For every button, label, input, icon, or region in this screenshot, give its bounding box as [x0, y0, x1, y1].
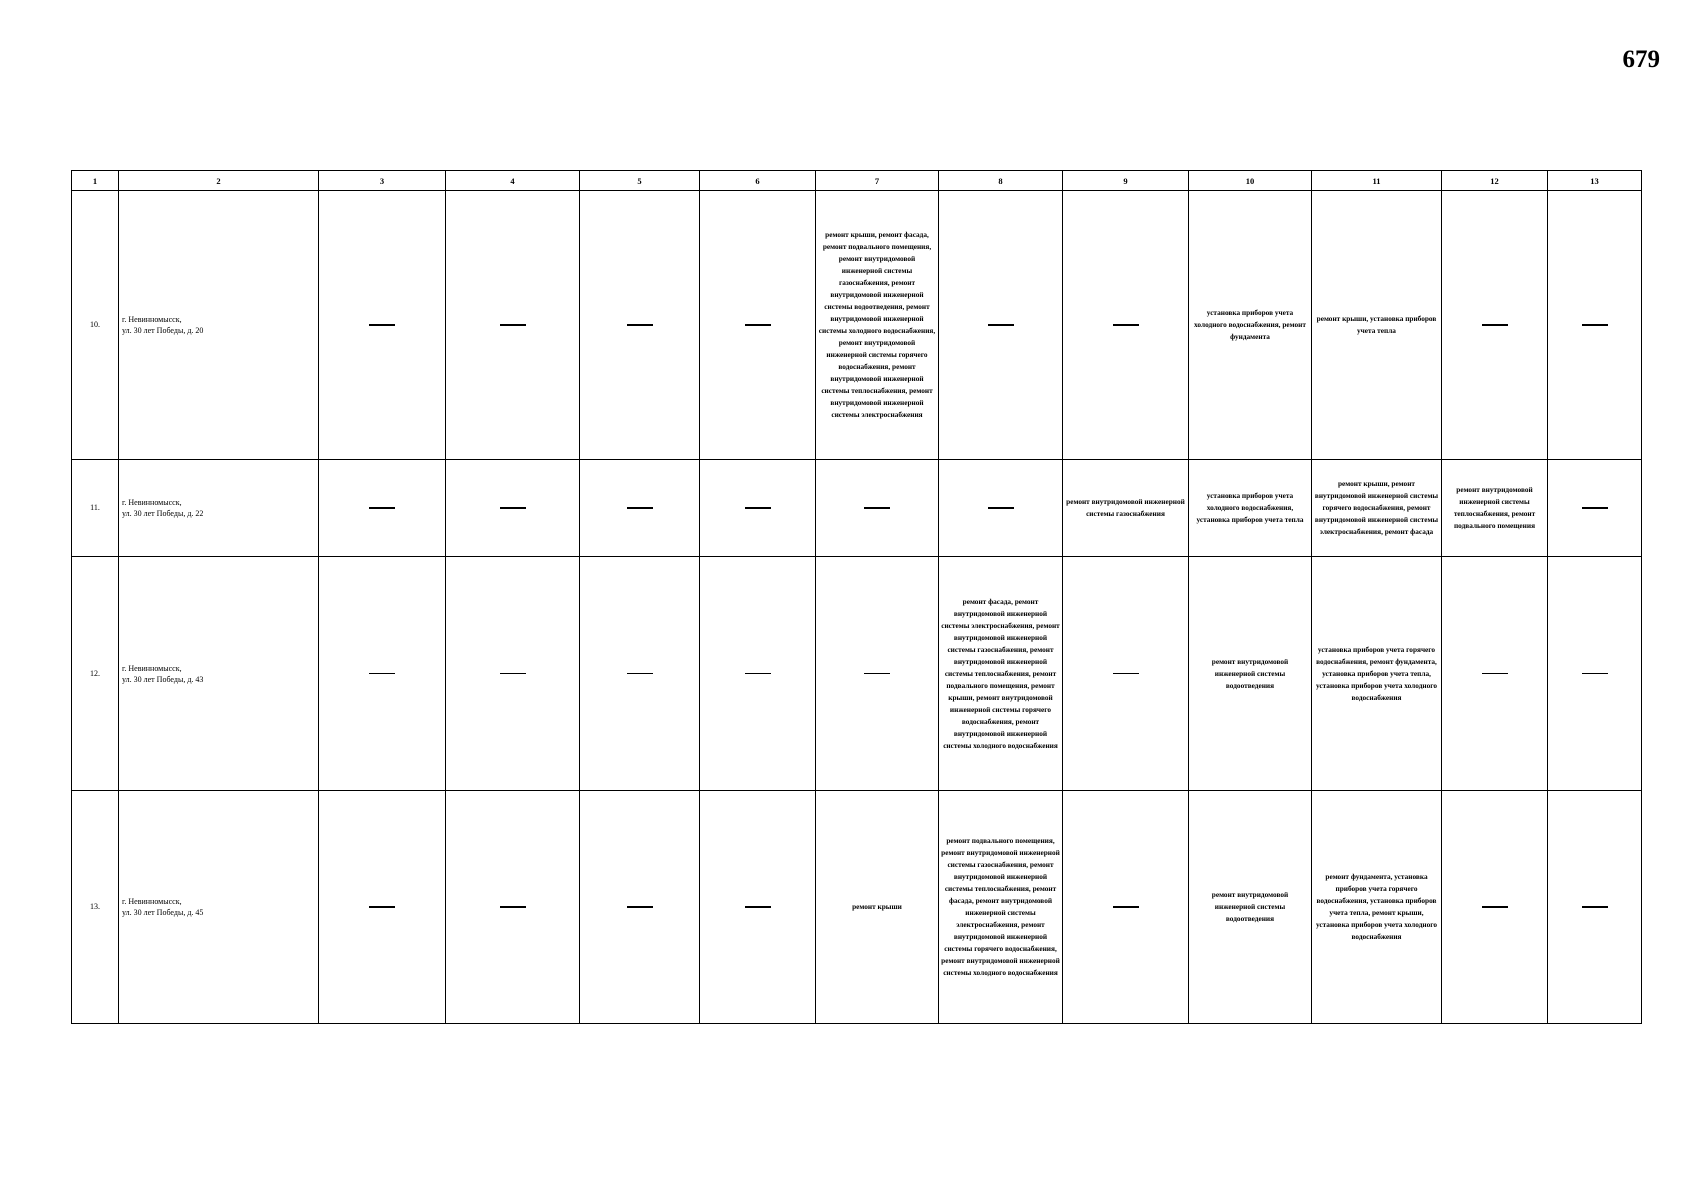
column-header: 5: [580, 171, 700, 191]
empty-cell: [816, 557, 939, 791]
empty-cell: [580, 557, 700, 791]
dash-mark: [369, 906, 395, 908]
empty-cell: [939, 460, 1063, 557]
empty-cell: [319, 557, 446, 791]
dash-mark: [745, 507, 771, 509]
table-row: [72, 791, 1642, 1024]
empty-cell: [319, 191, 446, 460]
address-cell: [119, 791, 319, 1024]
address-city: г. Невинномысск,: [122, 897, 182, 906]
empty-cell: [446, 557, 580, 791]
dash-mark: [1582, 906, 1608, 908]
empty-cell: [700, 191, 816, 460]
dash-mark: [864, 673, 890, 675]
dash-mark: [1113, 673, 1139, 675]
empty-cell: [700, 460, 816, 557]
empty-cell: [580, 191, 700, 460]
column-header: 2: [119, 171, 319, 191]
work-cell: ремонт подвального помещения, ремонт внутридомовой инженерной системы газоснабжения, ремонт внутридомовой инженерной системы теплоснабжения, ремонт фасада, ремонт внутридомовой инженерной системы электроснабжения, ремонт внутридомовой инженерной системы горячего водоснабжения, ремонт внутридомовой инженерной системы холодного водоснабжения: [939, 791, 1063, 1024]
column-header: 1: [72, 171, 119, 191]
dash-mark: [500, 507, 526, 509]
empty-cell: [1063, 557, 1189, 791]
address-cell: [119, 191, 319, 460]
page-number: 679: [1622, 46, 1660, 73]
dash-mark: [627, 673, 653, 675]
empty-cell: [446, 191, 580, 460]
dash-mark: [1113, 906, 1139, 908]
work-cell: ремонт фасада, ремонт внутридомовой инженерной системы электроснабжения, ремонт внутридомовой инженерной системы газоснабжения, ремонт внутридомовой инженерной системы теплоснабжения, ремонт подвального помещения, ремонт крыши, ремонт внутридомовой инженерной системы горячего водоснабжения, ремонт внутридомовой инженерной системы холодного водоснабжения: [939, 557, 1063, 791]
row-number: 10.: [72, 191, 119, 460]
dash-mark: [745, 906, 771, 908]
dash-mark: [627, 507, 653, 509]
work-cell: ремонт внутридомовой инженерной системы водоотведения: [1189, 557, 1312, 791]
empty-cell: [446, 791, 580, 1024]
work-cell: ремонт фундамента, установка приборов учета горячего водоснабжения, установка приборов учета тепла, ремонт крыши, установка приборов учета холодного водоснабжения: [1312, 791, 1442, 1024]
column-header: 9: [1063, 171, 1189, 191]
dash-mark: [627, 906, 653, 908]
empty-cell: [1442, 557, 1548, 791]
row-number: 11.: [72, 460, 119, 557]
table-row: [72, 460, 1642, 557]
address-cell: [119, 557, 319, 791]
column-header: 7: [816, 171, 939, 191]
empty-cell: [1442, 191, 1548, 460]
work-cell: ремонт внутридомовой инженерной системы теплоснабжения, ремонт подвального помещения: [1442, 460, 1548, 557]
address-street: ул. 30 лет Победы, д. 22: [122, 509, 204, 518]
column-header: 12: [1442, 171, 1548, 191]
column-number-header: [72, 171, 1642, 191]
column-header: 8: [939, 171, 1063, 191]
dash-mark: [1482, 673, 1508, 675]
empty-cell: [1548, 191, 1642, 460]
dash-mark: [500, 324, 526, 326]
dash-mark: [1582, 673, 1608, 675]
work-cell: ремонт крыши, установка приборов учета тепла: [1312, 191, 1442, 460]
work-cell: ремонт внутридомовой инженерной системы газоснабжения: [1063, 460, 1189, 557]
dash-mark: [627, 324, 653, 326]
table-row: [72, 557, 1642, 791]
empty-cell: [1548, 460, 1642, 557]
dash-mark: [988, 324, 1014, 326]
empty-cell: [1442, 791, 1548, 1024]
empty-cell: [580, 791, 700, 1024]
column-header: 10: [1189, 171, 1312, 191]
address-street: ул. 30 лет Победы, д. 43: [122, 674, 204, 684]
empty-cell: [446, 460, 580, 557]
dash-mark: [745, 324, 771, 326]
empty-cell: [939, 191, 1063, 460]
address-street: ул. 30 лет Победы, д. 45: [122, 908, 204, 917]
column-header: 3: [319, 171, 446, 191]
work-cell: ремонт крыши: [816, 791, 939, 1024]
work-cell: ремонт крыши, ремонт фасада, ремонт подвального помещения, ремонт внутридомовой инженерной системы газоснабжения, ремонт внутридомовой инженерной системы водоотведения, ремонт внутридомовой инженерной системы холодного водоснабжения, ремонт внутридомовой инженерной системы горячего водоснабжения, ремонт внутридомовой инженерной системы теплоснабжения, ремонт внутридомовой инженерной системы электроснабжения: [816, 191, 939, 460]
empty-cell: [1548, 791, 1642, 1024]
empty-cell: [1548, 557, 1642, 791]
empty-cell: [1063, 191, 1189, 460]
column-header: 4: [446, 171, 580, 191]
dash-mark: [369, 324, 395, 326]
work-cell: установка приборов учета холодного водоснабжения, ремонт фундамента: [1189, 191, 1312, 460]
dash-mark: [1482, 906, 1508, 908]
column-header: 11: [1312, 171, 1442, 191]
work-cell: установка приборов учета холодного водоснабжения, установка приборов учета тепла: [1189, 460, 1312, 557]
empty-cell: [580, 460, 700, 557]
empty-cell: [1063, 791, 1189, 1024]
column-header: 13: [1548, 171, 1642, 191]
dash-mark: [988, 507, 1014, 509]
address-city: г. Невинномысск,: [122, 498, 182, 507]
address-street: ул. 30 лет Победы, д. 20: [122, 326, 204, 335]
address-city: г. Невинномысск,: [122, 663, 182, 673]
work-cell: ремонт внутридомовой инженерной системы водоотведения: [1189, 791, 1312, 1024]
dash-mark: [369, 673, 395, 675]
row-number: 12.: [72, 557, 119, 791]
dash-mark: [1582, 507, 1608, 509]
row-number: 13.: [72, 791, 119, 1024]
dash-mark: [1482, 324, 1508, 326]
work-cell: ремонт крыши, ремонт внутридомовой инженерной системы горячего водоснабжения, ремонт внутридомовой инженерной системы электроснабжения, ремонт фасада: [1312, 460, 1442, 557]
dash-mark: [745, 673, 771, 675]
repair-schedule-table: [71, 170, 1642, 1024]
address-cell: [119, 460, 319, 557]
table-row: [72, 191, 1642, 460]
empty-cell: [319, 791, 446, 1024]
column-header: 6: [700, 171, 816, 191]
empty-cell: [816, 460, 939, 557]
dash-mark: [500, 906, 526, 908]
header-row: [72, 171, 1642, 191]
address-city: г. Невинномысск,: [122, 315, 182, 324]
dash-mark: [500, 673, 526, 675]
empty-cell: [700, 791, 816, 1024]
empty-cell: [319, 460, 446, 557]
dash-mark: [1582, 324, 1608, 326]
dash-mark: [369, 507, 395, 509]
empty-cell: [700, 557, 816, 791]
dash-mark: [1113, 324, 1139, 326]
dash-mark: [864, 507, 890, 509]
work-cell: установка приборов учета горячего водоснабжения, ремонт фундамента, установка приборов учета тепла, установка приборов учета холодного водоснабжения: [1312, 557, 1442, 791]
